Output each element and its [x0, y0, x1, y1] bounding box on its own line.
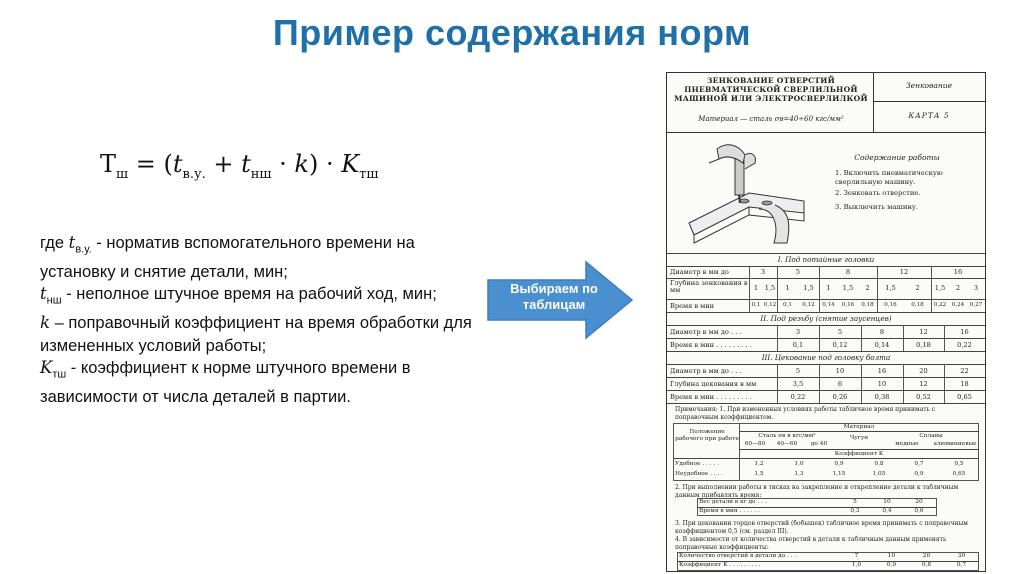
- col-line: [819, 364, 820, 403]
- sec1-time-cell: 0,12: [763, 302, 777, 308]
- n4-coef-cell: 0,9: [886, 562, 897, 568]
- sec2-time-cell: 0,18: [916, 341, 931, 349]
- def1-pre: где: [40, 234, 69, 252]
- sec3-diameter-cell: 5: [795, 367, 801, 375]
- sec1-depth-cell: 1: [753, 284, 759, 292]
- formula-K: K: [341, 150, 360, 178]
- def4-text: - коэффициент к норме штучного времени в зависимости от числа деталей в партии.: [40, 359, 411, 406]
- sec2-time-cell: 0,22: [957, 341, 972, 349]
- coef-sub-header: 40—60: [776, 441, 798, 447]
- n2-weight-cell: 10: [883, 499, 891, 505]
- def3-sym: k: [40, 313, 50, 333]
- sec3-time-cell: 0,52: [916, 393, 931, 401]
- section-3-title: III. Цекование под головку болта: [761, 353, 891, 362]
- sec1-time-cell: 0,22: [933, 302, 947, 308]
- sec1-diameter-cell: 12: [899, 268, 909, 276]
- coef-k-header: Коэффициент K: [834, 451, 884, 457]
- def2-sub: нш: [46, 294, 62, 307]
- coef-header-alloys: Сплавы: [919, 433, 943, 439]
- n2-weight-label: Вес детали в кг до . . .: [699, 499, 767, 505]
- row-line: [667, 312, 985, 313]
- col-line: [777, 325, 778, 351]
- note-4: 4. В зависимости от количества отверстий в детали к табличным данным применять поправочные коэффициенты:: [675, 536, 947, 551]
- col-line: [777, 364, 778, 403]
- sec3-diameter-label: Диаметр в мм до . . .: [670, 367, 742, 375]
- row-line: [667, 364, 985, 365]
- col-line: [749, 266, 750, 312]
- n4-coef-cell: 0,8: [921, 562, 932, 568]
- card-header-divider: [873, 73, 874, 133]
- formula-close: ) ·: [308, 150, 342, 178]
- n4-count-cell: 10: [887, 553, 896, 559]
- sec1-depth-cell: 2: [955, 284, 961, 292]
- n4-coef-label: Коэффициент K . . . . . . . . .: [679, 562, 761, 568]
- sec1-depth-cell: 1,5: [934, 284, 946, 292]
- card-number: КАРТА 5: [908, 111, 950, 120]
- definition-tvu: [40, 232, 480, 283]
- def2-sym: t: [40, 284, 47, 304]
- sec1-depth-label: Глубина зенкования в мм: [670, 279, 748, 294]
- coef-header-cast-iron: Чугун: [849, 435, 869, 441]
- formula-t2: t: [241, 150, 251, 178]
- sec3-time-cell: 0,22: [790, 393, 806, 401]
- def1-sym: t: [68, 233, 76, 252]
- col-line: [861, 325, 862, 351]
- coef-row2-label: Неудобное . . . .: [675, 471, 723, 477]
- n2-weight-cell: 5: [853, 499, 857, 505]
- note-2: 2. При выполнении работы в тисках на закрепление и открепление детали к табличным данным прибавлять время:: [675, 484, 959, 499]
- row-line: [667, 266, 985, 267]
- sec1-depth-cell: 3: [973, 284, 979, 292]
- arrow-label-line1: Выбираем по: [510, 281, 598, 296]
- coef-header-steel: Сталь σв в кгс/мм²: [758, 433, 816, 439]
- sec2-diameter-cell: 12: [919, 328, 928, 336]
- n4-count-cell: 30: [957, 553, 966, 559]
- sec1-diameter-label: Диаметр в мм до: [670, 268, 729, 276]
- n2-weight-cell: 20: [915, 499, 923, 505]
- sec1-diameter-cell: 16: [953, 268, 963, 276]
- row-line: [739, 449, 979, 450]
- formula-t1-sub: в.у.: [182, 166, 206, 182]
- sec1-time-cell: 0,18: [861, 302, 874, 308]
- col-line: [819, 325, 820, 351]
- row-line: [667, 377, 985, 378]
- sec2-diameter-cell: 8: [879, 328, 885, 336]
- sec2-time-label: Время в мин . . . . . . . . .: [670, 341, 752, 349]
- sec1-time-cell: 0,18: [911, 302, 924, 308]
- coef-row1-cell: 1,2: [754, 461, 764, 467]
- sec1-time-cell: 0,24: [951, 302, 965, 308]
- work-content-title: Содержание работы: [854, 153, 940, 162]
- col-line: [877, 266, 878, 312]
- sec3-depth-cell: 6: [837, 380, 843, 388]
- n4-count-cell: 20: [922, 553, 931, 559]
- row-line: [667, 351, 985, 352]
- sec1-depth-cell: 1,5: [842, 284, 854, 292]
- n2-time-cell: 0,6: [914, 508, 924, 514]
- drilling-illustration: [679, 135, 814, 250]
- sec1-depth-cell: 1,5: [764, 284, 776, 292]
- col-line: [861, 364, 862, 403]
- col-line: [944, 364, 945, 403]
- col-line: [903, 364, 904, 403]
- coef-row1-cell: 0,8: [874, 461, 884, 467]
- sec1-time-label: Время в мин: [670, 302, 715, 310]
- sec3-time-cell: 0,26: [832, 393, 848, 401]
- sec3-depth-label: Глубина цекования в мм: [670, 380, 757, 388]
- card-operation-type: Зенкование: [905, 81, 953, 90]
- section-2-title: II. Под резьбу (снятие заусенцев): [760, 314, 892, 323]
- row-line: [667, 390, 985, 391]
- sec2-time-cell: 0,14: [874, 341, 890, 349]
- sec2-diameter-cell: 3: [795, 328, 801, 336]
- note-1: Примечания: 1. При измененных условиях работы табличное время принимать с поправочным коэффициентом.: [675, 406, 936, 421]
- arrow-label-line2: таблицам: [522, 297, 586, 312]
- sec2-time-cell: 0,1: [792, 341, 804, 349]
- formula-t1: t: [172, 150, 183, 178]
- coef-header-position: Положение рабочего при работе: [675, 429, 739, 442]
- sec2-time-cell: 0,12: [832, 341, 848, 349]
- coef-row1-cell: 0,5: [954, 461, 964, 467]
- work-step-3: 3. Выключить машину.: [835, 203, 919, 211]
- n2-time-cell: 0,3: [850, 508, 860, 514]
- card-title-line2: ПНЕВМАТИЧЕСКОЙ СВЕРЛИЛЬНОЙ: [684, 85, 858, 94]
- coef-row1-cell: 0,9: [834, 461, 844, 467]
- sec2-diameter-cell: 5: [837, 328, 843, 336]
- col-line: [944, 325, 945, 351]
- coef-sub-header: алюминиевые: [933, 441, 977, 447]
- col-line: [819, 266, 820, 312]
- sec1-depth-cell: 1: [826, 284, 831, 292]
- formula-lhs: T: [100, 150, 117, 178]
- card-material: Материал — сталь σв=40÷60 кгс/мм²: [698, 115, 844, 123]
- def2-text: - неполное штучное время на рабочий ход, мин;: [61, 285, 437, 304]
- note-3: 3. При цековании торцов отверстий (бобышек) табличное время принимать с поправочным коэффициентом 0,5 (см. раздел III).: [675, 520, 968, 535]
- formula-lhs-sub: ш: [116, 166, 129, 182]
- row-line: [667, 253, 985, 254]
- sec1-diameter-cell: 3: [760, 268, 766, 276]
- sec3-time-cell: 0,38: [874, 393, 890, 401]
- coef-sub-header: до 40: [810, 441, 828, 447]
- sec1-diameter-cell: 5: [795, 268, 801, 276]
- sec1-time-cell: 0,16: [841, 302, 855, 308]
- sec3-time-label: Время в мин . . . . . . . . .: [670, 393, 752, 401]
- coef-row2-cell: 0,65: [952, 471, 966, 477]
- sec2-diameter-cell: 16: [960, 328, 969, 336]
- sec3-time-cell: 0,65: [957, 393, 972, 401]
- coef-sub-header: 60—80: [744, 441, 766, 447]
- arrow-label: [496, 281, 612, 313]
- n4-coef-cell: 0,7: [956, 562, 967, 568]
- sec1-time-cell: 0,1: [751, 302, 761, 308]
- row-line: [667, 299, 985, 300]
- card-title-line1: ЗЕНКОВАНИЕ ОТВЕРСТИЙ: [706, 76, 836, 85]
- sec1-depth-cell: 1: [785, 284, 790, 292]
- coef-row1-cell: 1,0: [794, 461, 804, 467]
- formula-k: k: [294, 150, 309, 178]
- sec3-diameter-cell: 20: [919, 367, 928, 375]
- work-step-1: 1. Включить пневматическую сверлильную машину.: [835, 169, 943, 186]
- card-title: [671, 76, 871, 103]
- definition-tnsh: [40, 283, 480, 312]
- coef-sub-header: медные: [895, 441, 919, 447]
- sec1-depth-cell: 2: [865, 284, 870, 292]
- n2-time-label: Время в мин . . . . . .: [699, 508, 760, 514]
- coef-row2-cell: 1,05: [872, 471, 886, 477]
- coef-row2-cell: 1,15: [832, 471, 846, 477]
- row-line: [667, 338, 985, 339]
- slide-title: Пример содержания норм: [272, 12, 752, 53]
- card-title-line3: МАШИНОЙ ИЛИ ЭЛЕКТРОСВЕРЛИЛКОЙ: [674, 94, 868, 103]
- coef-row2-cell: 0,9: [914, 471, 924, 477]
- sec1-time-cell: 0,1: [783, 302, 792, 308]
- def1-sub: в.у.: [75, 243, 92, 256]
- definition-k: [40, 312, 480, 357]
- card-header-divider-h: [873, 101, 985, 102]
- formula-t2-sub: нш: [250, 166, 272, 182]
- work-step-2: 2. Зенковать отверстие.: [835, 189, 921, 197]
- sec1-depth-cell: 1,5: [885, 284, 896, 292]
- formula-dot: ·: [271, 150, 295, 178]
- sec1-time-cell: 0,14: [822, 302, 835, 308]
- sec3-depth-cell: 3,5: [792, 380, 804, 388]
- col-line: [931, 266, 932, 312]
- row-line: [667, 325, 985, 326]
- coef-row1-label: Удобное . . . . .: [675, 461, 719, 467]
- col-line: [903, 325, 904, 351]
- sec1-depth-cell: 1,5: [803, 284, 814, 292]
- row-line: [673, 458, 979, 459]
- sec3-diameter-cell: 16: [877, 367, 887, 375]
- n4-count-label: Количество отверстий в детали до . . .: [679, 553, 797, 559]
- section-1-title: I. Под потайные головки: [777, 255, 875, 264]
- formula-eq: = (: [128, 150, 173, 178]
- formula-plus: +: [205, 150, 242, 178]
- row-line: [739, 431, 979, 432]
- sec1-diameter-cell: 8: [845, 268, 851, 276]
- col-line: [777, 266, 778, 312]
- n2-time-cell: 0,4: [882, 508, 892, 514]
- sec1-time-cell: 0,12: [802, 302, 815, 308]
- sec3-diameter-cell: 10: [835, 367, 845, 375]
- sec1-depth-cell: 2: [915, 284, 920, 292]
- coef-row1-cell: 0,7: [914, 461, 924, 467]
- card-header: [667, 73, 985, 133]
- n4-count-cell: 7: [854, 553, 859, 559]
- coef-header-material: Материал: [843, 424, 875, 430]
- def1-text: - норматив вспомогательного времени на установку и снятие детали, мин;: [40, 234, 415, 281]
- sec3-diameter-cell: 22: [960, 367, 969, 375]
- def4-sub: тш: [52, 368, 67, 381]
- norm-card: [666, 72, 986, 572]
- n4-coef-cell: 1,0: [851, 562, 862, 568]
- sec3-depth-cell: 10: [877, 380, 887, 388]
- definition-ktsh: [40, 357, 480, 408]
- formula-K-sub: тш: [359, 166, 379, 182]
- sec2-diameter-label: Диаметр в мм до . . .: [670, 328, 742, 336]
- row-line: [667, 403, 985, 404]
- coef-row2-cell: 1,3: [794, 471, 804, 477]
- coef-row2-cell: 1,5: [754, 471, 764, 477]
- sec3-depth-cell: 18: [960, 380, 969, 388]
- def3-text: – поправочный коэффициент на время обработки для измененных условий работы;: [40, 314, 472, 355]
- definitions: [40, 232, 480, 408]
- time-norm-formula: [100, 150, 378, 182]
- sec1-time-cell: 0,27: [969, 302, 983, 308]
- sec3-depth-cell: 12: [919, 380, 928, 388]
- sec1-time-cell: 0,16: [884, 302, 897, 308]
- def4-sym: K: [40, 358, 53, 378]
